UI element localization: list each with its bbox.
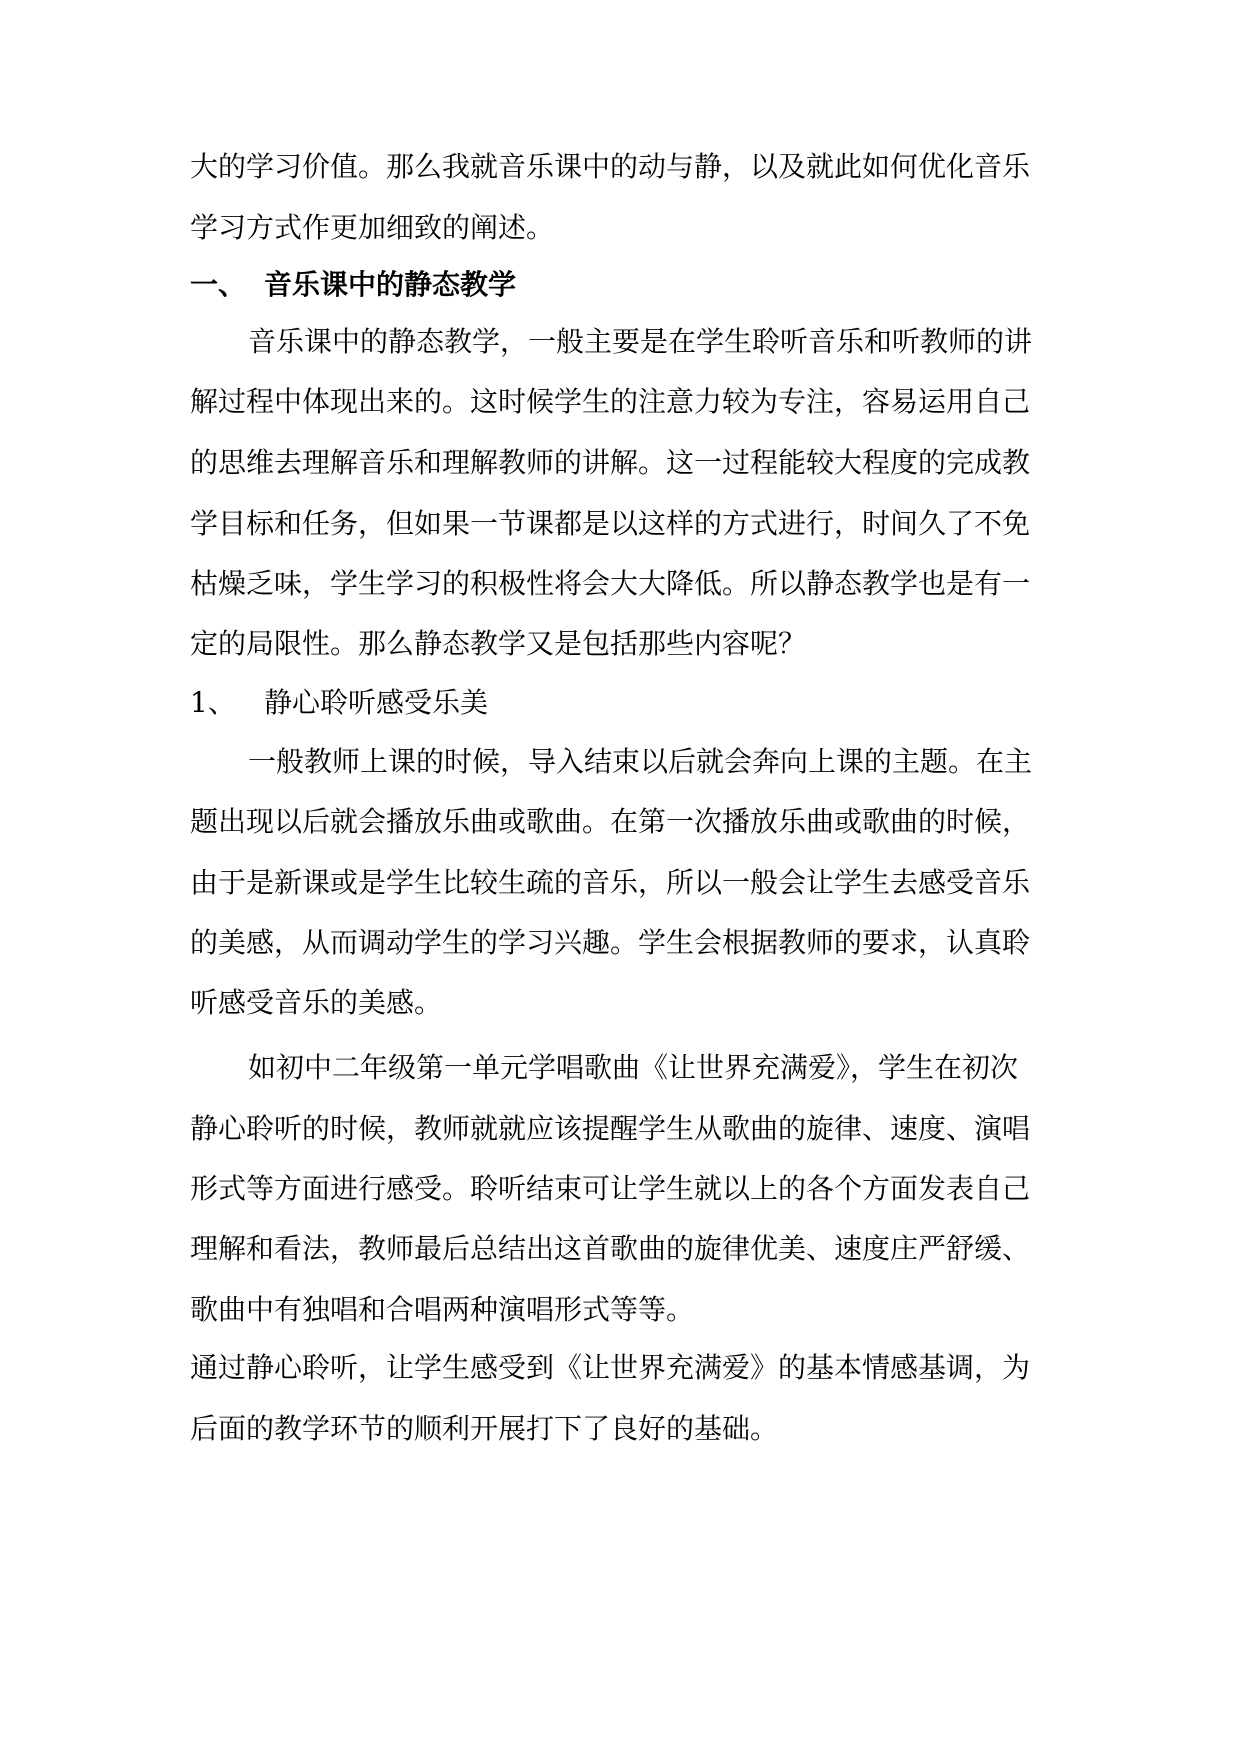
para1-line-1: 音乐课中的静态教学，一般主要是在学生聆听音乐和听教师的讲 xyxy=(248,325,1033,358)
section-1-title: 音乐课中的静态教学 xyxy=(264,268,517,301)
para3-line-4: 理解和看法，教师最后总结出这首歌曲的旋律优美、速度庄严舒缓、 xyxy=(190,1232,1031,1265)
para1-line-3: 的思维去理解音乐和理解教师的讲解。这一过程能较大程度的完成教 xyxy=(190,446,1031,479)
para3-line-1: 如初中二年级第一单元学唱歌曲《让世界充满爱》，学生在初次 xyxy=(248,1051,1019,1084)
para3-line-5: 歌曲中有独唱和合唱两种演唱形式等等。 xyxy=(190,1293,695,1326)
subsection-1-number: 1、 xyxy=(190,686,236,719)
para3-line-3: 形式等方面进行感受。聆听结束可让学生就以上的各个方面发表自己 xyxy=(190,1172,1031,1205)
para4-line-1: 通过静心聆听，让学生感受到《让世界充满爱》的基本情感基调，为 xyxy=(190,1351,1031,1384)
subsection-1-title: 静心聆听感受乐美 xyxy=(264,686,489,719)
para1-line-4: 学目标和任务，但如果一节课都是以这样的方式进行，时间久了不免 xyxy=(190,507,1031,540)
para2-line-4: 的美感，从而调动学生的学习兴趣。学生会根据教师的要求，认真聆 xyxy=(190,926,1031,959)
para1-line-5: 枯燥乏味，学生学习的积极性将会大大降低。所以静态教学也是有一 xyxy=(190,567,1031,600)
para4-line-2: 后面的教学环节的顺利开展打下了良好的基础。 xyxy=(190,1412,779,1445)
intro-line-2: 学习方式作更加细致的阐述。 xyxy=(190,211,555,244)
para2-line-2: 题出现以后就会播放乐曲或歌曲。在第一次播放乐曲或歌曲的时候， xyxy=(190,805,1031,838)
para2-line-3: 由于是新课或是学生比较生疏的音乐，所以一般会让学生去感受音乐 xyxy=(190,866,1031,899)
para3-line-2: 静心聆听的时候，教师就就应该提醒学生从歌曲的旋律、速度、演唱 xyxy=(190,1112,1031,1145)
section-1-number: 一、 xyxy=(190,268,247,301)
para2-line-1: 一般教师上课的时候，导入结束以后就会奔向上课的主题。在主 xyxy=(248,745,1033,778)
intro-line-1: 大的学习价值。那么我就音乐课中的动与静，以及就此如何优化音乐 xyxy=(190,150,1031,183)
para1-line-6: 定的局限性。那么静态教学又是包括那些内容呢？ xyxy=(190,627,807,660)
para1-line-2: 解过程中体现出来的。这时候学生的注意力较为专注，容易运用自己 xyxy=(190,385,1031,418)
para2-line-5: 听感受音乐的美感。 xyxy=(190,986,443,1019)
